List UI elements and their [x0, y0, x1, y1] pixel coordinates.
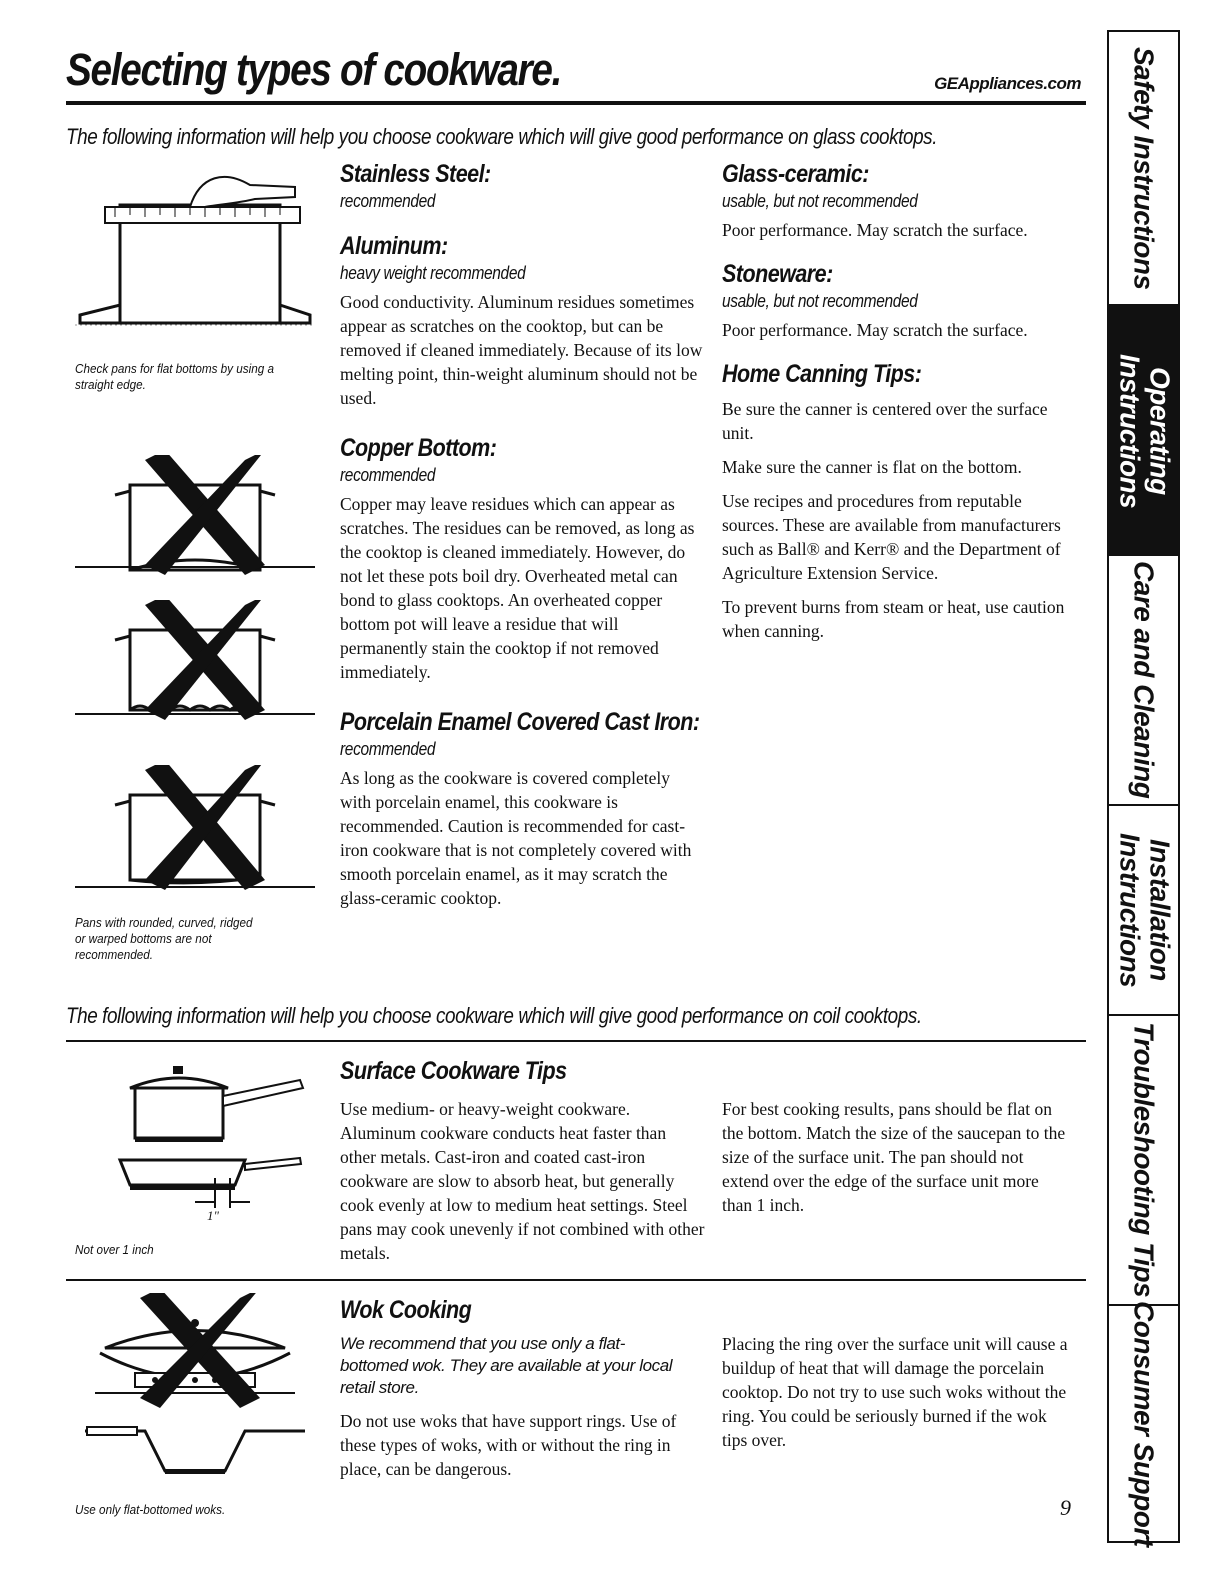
surface-tips-right: For best cooking results, pans should be flat on the bottom. Match the size of the saucepan to the size of the surface unit. The pan should not extend over the edge of the surface unit more than 1 inch.: [722, 1099, 1066, 1215]
caption-flat-check: Check pans for flat bottoms by using a straight edge.: [75, 361, 275, 392]
wok-right: Placing the ring over the surface unit will cause a buildup of heat that will damage the porcelain cooktop. Do not try to use such woks without the ring. You could be seriously burned if the wok tips over.: [722, 1334, 1068, 1450]
porcelain-title: Porcelain Enamel Covered Cast Iron:: [340, 708, 700, 736]
tab-label: Troubleshooting Tips: [1128, 1022, 1160, 1298]
stainless-sub: recommended: [340, 191, 436, 211]
canning-paragraph: Be sure the canner is centered over the surface unit.: [722, 399, 1048, 443]
website-link[interactable]: GEAppliances.com: [934, 74, 1081, 93]
copper-body: Copper may leave residues which can appear as scratches. The residues can be removed, as long as the cooktop is cleaned immediately. However, do not let these pots boil dry. Overheated metal can bond to glass cooktops. An overheated copper bottom pot will leave a residue that will permanently stain the cooktop if not removed immediately.: [340, 494, 695, 682]
wok-sub: We recommend that you use only a flat-bottomed wok. They are available at your local retail store.: [340, 1334, 673, 1397]
intro-coil: The following information will help you choose cookware which will give good performance on coil cooktops.: [66, 1003, 922, 1028]
intro-glass: The following information will help you choose cookware which will give good performance on glass cooktops.: [66, 124, 938, 149]
tab-label: Care and Cleaning: [1128, 561, 1160, 799]
tab-care-and-cleaning[interactable]: [1109, 556, 1178, 806]
tab-label: Consumer Support: [1128, 1300, 1160, 1547]
middle-column: [340, 160, 705, 920]
stoneware-body: Poor performance. May scratch the surface.: [722, 320, 1028, 340]
glass-ceramic-sub: usable, but not recommended: [722, 191, 918, 211]
copper-title: Copper Bottom:: [340, 434, 497, 462]
tab-safety-instructions[interactable]: [1109, 32, 1178, 306]
wok-rule: [66, 1279, 1086, 1281]
aluminum-title: Aluminum:: [340, 232, 448, 260]
inch-mark: 1": [207, 1208, 219, 1220]
saucepan-illustration: [75, 1060, 315, 1220]
caption-not-over: Not over 1 inch: [75, 1242, 154, 1257]
canning-paragraph: To prevent burns from steam or heat, use caution when canning.: [722, 597, 1065, 641]
stainless-title: Stainless Steel:: [340, 160, 491, 188]
tab-operating-instructions[interactable]: [1109, 306, 1178, 556]
surface-tips-title: Surface Cookware Tips: [340, 1057, 567, 1085]
tab-installation-instructions[interactable]: [1109, 806, 1178, 1016]
wok-illustration: [75, 1293, 315, 1483]
straight-edge-illustration: [75, 165, 315, 335]
wok-section: [340, 1296, 705, 1491]
tab-troubleshooting-tips[interactable]: [1109, 1016, 1178, 1306]
aluminum-sub: heavy weight recommended: [340, 263, 526, 283]
stoneware-sub: usable, but not recommended: [722, 291, 918, 311]
stoneware-title: Stoneware:: [722, 260, 833, 288]
warped-pot-illustration: [75, 765, 315, 895]
rounded-pot-illustration: [75, 455, 315, 575]
canning-title: Home Canning Tips:: [722, 360, 922, 388]
ridged-pot-illustration: [75, 600, 315, 720]
surface-tips-left: Use medium- or heavy-weight cookware. Aluminum cookware conducts heat faster than other metals. Cast-iron and coated cast-iron cookware are slow to absorb heat, but generally cook evenly at low to medium heat settings. Steel pans may cook unevenly if not combined with other metals.: [340, 1099, 705, 1263]
section-tabs: [1107, 30, 1180, 1547]
porcelain-sub: recommended: [340, 739, 436, 759]
copper-sub: recommended: [340, 465, 436, 485]
canning-paragraph: Make sure the canner is flat on the bottom.: [722, 457, 1022, 477]
tab-label: Safety Instructions: [1128, 46, 1160, 290]
porcelain-body: As long as the cookware is covered completely with porcelain enamel, this cookware is recommended. Caution is recommended for cast-iron cookware that is not completely covered with smooth porcelain enamel, as it may scratch the glass-ceramic cooktop.: [340, 768, 692, 908]
page-title: Selecting types of cookware.: [66, 44, 562, 95]
aluminum-body: Good conductivity. Aluminum residues sometimes appear as scratches on the cooktop, but can be removed if cleaned immediately. Because of its low melting point, thin-weight aluminum should not be used.: [340, 292, 703, 408]
page-number: 9: [1060, 1495, 1071, 1520]
coil-rule: [66, 1040, 1086, 1042]
wok-title: Wok Cooking: [340, 1296, 472, 1324]
tab-label: Operating Instructions: [1114, 353, 1176, 509]
tab-label: Installation Instructions: [1114, 832, 1176, 988]
wok-left: Do not use woks that have support rings. Use of these types of woks, with or without the ring in place, can be dangerous.: [340, 1411, 677, 1479]
caption-wok: Use only flat-bottomed woks.: [75, 1502, 226, 1517]
header-rule: [66, 101, 1086, 105]
glass-ceramic-title: Glass-ceramic:: [722, 160, 869, 188]
right-column: [722, 160, 1082, 653]
caption-not-recommended: Pans with rounded, curved, ridged or warped bottoms are not recommended.: [75, 915, 253, 962]
surface-tips-section: [340, 1057, 1080, 1086]
canning-paragraph: Use recipes and procedures from reputable sources. These are available from manufacturers such as Ball® and Kerr® and the Department of Agriculture Extension Service.: [722, 491, 1061, 583]
tab-consumer-support[interactable]: [1109, 1300, 1178, 1547]
glass-ceramic-body: Poor performance. May scratch the surface.: [722, 220, 1028, 240]
